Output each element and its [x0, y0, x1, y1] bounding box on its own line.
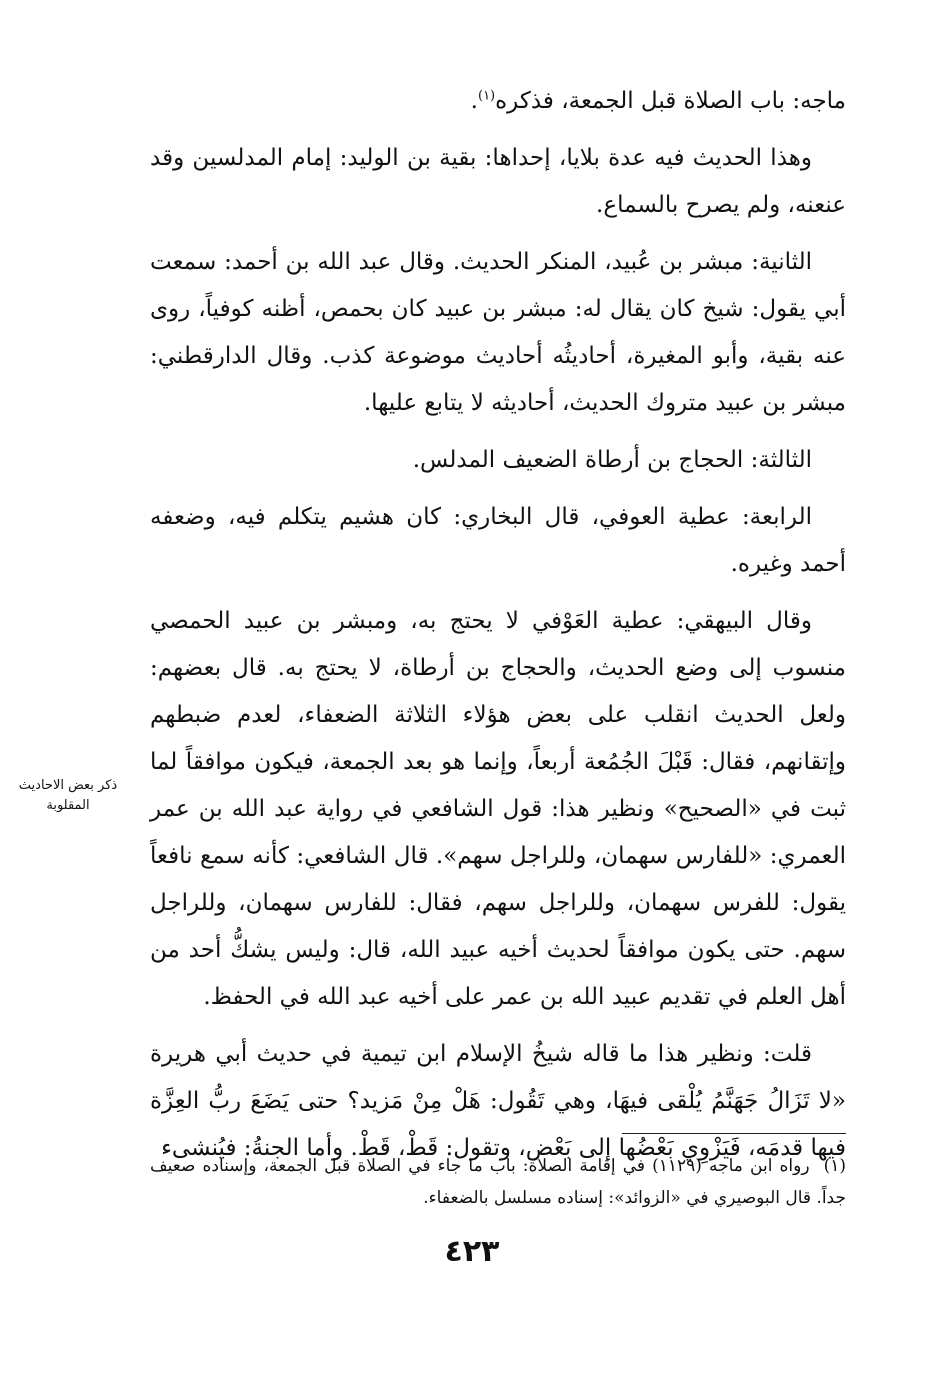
paragraph-3: الثانية: مبشر بن عُبيد، المنكر الحديث. وقال عبد الله بن أحمد: سمعت أبي يقول: شيخ كان يقال له: مبشر بن عبيد كان بحمص، أظنه كوفياً، روى عنه بقية، وأبو المغيرة، أحاديثُه أحاديث موضوعة كذب. وقال الدارقطني: مبشر بن عبيد متروك الحديث، أحاديثه لا يتابع عليها. [150, 249, 846, 416]
footnote-text: رواه ابن ماجه (١١٢٩) في إقامة الصلاة: باب ما جاء في الصلاة قبل الجمعة، وإسناده صعيف جداً. قال البوصيري في «الزوائد»: إسناده مسلسل بالضعفاء. [150, 1156, 846, 1208]
paragraph-1-text: ماجه: باب الصلاة قبل الجمعة، فذكره [495, 88, 846, 114]
footnote-separator [622, 1133, 846, 1134]
paragraph-5: الرابعة: عطية العوفي، قال البخاري: كان هشيم يتكلم فيه، وضعفه أحمد وغيره. [150, 504, 846, 577]
main-text [150, 78, 846, 1178]
footnotes [150, 1150, 846, 1214]
margin-note [8, 776, 128, 816]
footnote-number: (١) [823, 1156, 846, 1176]
page-number: ٤٢٣ [444, 1234, 500, 1269]
paragraph-2: وهذا الحديث فيه عدة بلايا، إحداها: بقية بن الوليد: إمام المدلسين وقد عنعنه، ولم يصرح بالسماع. [150, 145, 846, 218]
paragraph-4: الثالثة: الحجاج بن أرطاة الضعيف المدلس. [412, 447, 812, 473]
paragraph-1 [150, 78, 846, 125]
paragraph-1-end: . [470, 88, 478, 114]
margin-note-line-1: ذكر بعض الاحاديث [18, 778, 118, 793]
footnote-reference[interactable]: (١) [477, 88, 496, 104]
paragraph-6: وقال البيهقي: عطية العَوْفي لا يحتج به، ومبشر بن عبيد الحمصي منسوب إلى وضع الحديث، والحجاج بن أرطاة، لا يحتج به. قال بعضهم: ولعل الحديث انقلب على بعض هؤلاء الثلاثة الضعفاء، لعدم ضبطهم وإتقانهم، فقال: قَبْلَ الجُمُعة أربعاً، وإنما هو بعد الجمعة، فيكون موافقاً لما ثبت في «الصحيح» ونظير هذا: قول الشافعي في رواية عبد الله بن عمر العمري: «للفارس سهمان، وللراجل سهم». قال الشافعي: كأنه سمع نافعاً يقول: للفرس سهمان، وللراجل سهم، فقال: للفارس سهمان، وللراجل سهم. حتى يكون موافقاً لحديث أخيه عبيد الله، قال: وليس يشكُّ أحد من أهل العلم في تقديم عبيد الله بن عمر على أخيه عبد الله في الحفظ. [150, 608, 846, 1010]
margin-note-line-2: المقلوبة [46, 798, 90, 813]
footnote-item [150, 1150, 846, 1214]
paragraph-7: قلت: ونظير هذا ما قاله شيخُ الإسلام ابن تيمية في حديث أبي هريرة «لا تَزَالُ جَهَنَّمُ يُلْقى فيهَا، وهي تَقُول: هَلْ مِنْ مَزيد؟ حتى يَضَعَ ربُّ العِزَّة فيها قدمَه، فَيَزْوِي بَعْضُها إلى بَعْض، وتقول: قَطْ، قَطْ. وأما الجنةُ: فيُنشىء [150, 1041, 846, 1161]
